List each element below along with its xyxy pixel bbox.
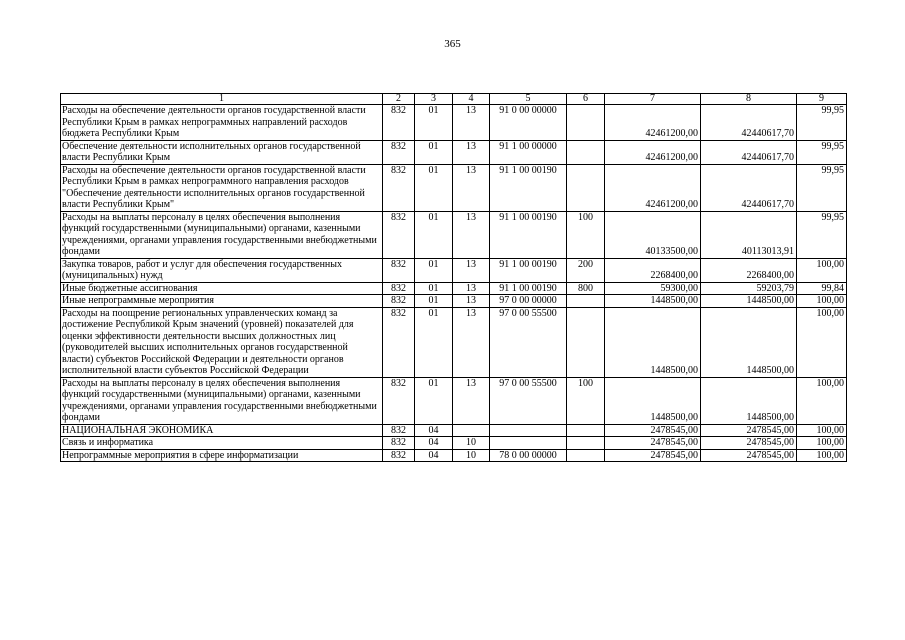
cell-expense-type: 100 xyxy=(567,377,605,424)
cell-planned: 1448500,00 xyxy=(605,377,701,424)
row-name: Обеспечение деятельности исполнительных органов государственной власти Республики Крым xyxy=(61,140,383,164)
cell-subsection xyxy=(453,424,490,437)
cell-target-article: 97 0 00 55500 xyxy=(490,307,567,377)
cell-target-article: 91 1 00 00190 xyxy=(490,211,567,258)
cell-section: 04 xyxy=(415,424,453,437)
table-row xyxy=(61,437,847,450)
cell-subsection: 10 xyxy=(453,449,490,462)
row-name: Иные непрограммные мероприятия xyxy=(61,295,383,308)
cell-target-article: 78 0 00 00000 xyxy=(490,449,567,462)
cell-planned: 59300,00 xyxy=(605,282,701,295)
table-row xyxy=(61,258,847,282)
cell-admin-code: 832 xyxy=(383,140,415,164)
cell-planned: 2478545,00 xyxy=(605,449,701,462)
cell-expense-type: 100 xyxy=(567,211,605,258)
table-row xyxy=(61,282,847,295)
column-header: 1 xyxy=(61,94,383,105)
cell-executed: 40113013,91 xyxy=(701,211,797,258)
table-row xyxy=(61,105,847,141)
row-name: Закупка товаров, работ и услуг для обеспечения государственных (муниципальных) нужд xyxy=(61,258,383,282)
column-header: 2 xyxy=(383,94,415,105)
cell-executed: 1448500,00 xyxy=(701,295,797,308)
row-name: Связь и информатика xyxy=(61,437,383,450)
cell-subsection: 13 xyxy=(453,295,490,308)
cell-section: 01 xyxy=(415,307,453,377)
cell-expense-type xyxy=(567,449,605,462)
cell-planned: 1448500,00 xyxy=(605,307,701,377)
cell-admin-code: 832 xyxy=(383,211,415,258)
column-header: 8 xyxy=(701,94,797,105)
cell-percent: 100,00 xyxy=(797,307,847,377)
cell-admin-code: 832 xyxy=(383,282,415,295)
cell-percent: 99,95 xyxy=(797,140,847,164)
cell-percent: 100,00 xyxy=(797,424,847,437)
cell-percent: 100,00 xyxy=(797,449,847,462)
row-name: Расходы на выплаты персоналу в целях обеспечения выполнения функций государственными (муниципальными) органами, казенными учреждениями, органами управления государственными внебюджетными фондами xyxy=(61,211,383,258)
table-row xyxy=(61,211,847,258)
cell-subsection: 13 xyxy=(453,105,490,141)
cell-expense-type xyxy=(567,437,605,450)
table-row xyxy=(61,140,847,164)
row-name: Расходы на обеспечение деятельности органов государственной власти Республики Крым в рамках непрограммного направления расходов "Обеспечение деятельности исполнительных органов государственной власти Республики Крым" xyxy=(61,164,383,211)
cell-admin-code: 832 xyxy=(383,164,415,211)
cell-executed: 42440617,70 xyxy=(701,164,797,211)
cell-subsection: 13 xyxy=(453,140,490,164)
cell-executed: 59203,79 xyxy=(701,282,797,295)
table-row xyxy=(61,307,847,377)
cell-percent: 100,00 xyxy=(797,295,847,308)
cell-admin-code: 832 xyxy=(383,424,415,437)
row-name: Расходы на поощрение региональных управленческих команд за достижение Республикой Крым значений (уровней) показателей для оценки эффективности деятельности высших должностных лиц (руководителей высших исполнительных органов государственной власти) субъектов Российской Федерации и деятельности органов исполнительной власти субъектов Российской Федерации xyxy=(61,307,383,377)
cell-planned: 2478545,00 xyxy=(605,424,701,437)
table-row xyxy=(61,164,847,211)
cell-target-article: 91 1 00 00190 xyxy=(490,258,567,282)
cell-section: 01 xyxy=(415,164,453,211)
cell-percent: 99,95 xyxy=(797,211,847,258)
cell-subsection: 13 xyxy=(453,164,490,211)
cell-executed: 2478545,00 xyxy=(701,449,797,462)
cell-subsection: 10 xyxy=(453,437,490,450)
cell-section: 01 xyxy=(415,282,453,295)
cell-target-article: 91 1 00 00190 xyxy=(490,164,567,211)
cell-section: 01 xyxy=(415,211,453,258)
cell-section: 01 xyxy=(415,258,453,282)
cell-admin-code: 832 xyxy=(383,449,415,462)
cell-percent: 100,00 xyxy=(797,377,847,424)
cell-planned: 40133500,00 xyxy=(605,211,701,258)
budget-table xyxy=(60,93,847,462)
cell-subsection: 13 xyxy=(453,377,490,424)
cell-expense-type xyxy=(567,424,605,437)
cell-planned: 42461200,00 xyxy=(605,164,701,211)
cell-percent: 100,00 xyxy=(797,437,847,450)
row-name: Непрограммные мероприятия в сфере информатизации xyxy=(61,449,383,462)
cell-percent: 99,84 xyxy=(797,282,847,295)
cell-percent: 100,00 xyxy=(797,258,847,282)
cell-executed: 1448500,00 xyxy=(701,377,797,424)
cell-subsection: 13 xyxy=(453,211,490,258)
cell-subsection: 13 xyxy=(453,307,490,377)
row-name: Иные бюджетные ассигнования xyxy=(61,282,383,295)
table-row xyxy=(61,295,847,308)
cell-executed: 42440617,70 xyxy=(701,140,797,164)
cell-executed: 1448500,00 xyxy=(701,307,797,377)
cell-planned: 1448500,00 xyxy=(605,295,701,308)
cell-expense-type xyxy=(567,307,605,377)
column-header: 4 xyxy=(453,94,490,105)
cell-subsection: 13 xyxy=(453,258,490,282)
cell-target-article xyxy=(490,437,567,450)
cell-expense-type xyxy=(567,164,605,211)
cell-executed: 2268400,00 xyxy=(701,258,797,282)
cell-admin-code: 832 xyxy=(383,307,415,377)
cell-target-article: 97 0 00 00000 xyxy=(490,295,567,308)
table-row xyxy=(61,449,847,462)
column-header: 3 xyxy=(415,94,453,105)
column-header: 9 xyxy=(797,94,847,105)
column-header: 6 xyxy=(567,94,605,105)
cell-planned: 42461200,00 xyxy=(605,140,701,164)
cell-section: 04 xyxy=(415,437,453,450)
cell-section: 01 xyxy=(415,105,453,141)
table-header-row xyxy=(61,94,847,105)
cell-subsection: 13 xyxy=(453,282,490,295)
cell-target-article xyxy=(490,424,567,437)
cell-section: 01 xyxy=(415,140,453,164)
cell-section: 01 xyxy=(415,295,453,308)
cell-expense-type xyxy=(567,140,605,164)
cell-expense-type xyxy=(567,295,605,308)
cell-percent: 99,95 xyxy=(797,164,847,211)
cell-admin-code: 832 xyxy=(383,258,415,282)
cell-target-article: 91 1 00 00190 xyxy=(490,282,567,295)
cell-percent: 99,95 xyxy=(797,105,847,141)
cell-executed: 2478545,00 xyxy=(701,424,797,437)
cell-admin-code: 832 xyxy=(383,295,415,308)
cell-target-article: 91 1 00 00000 xyxy=(490,140,567,164)
cell-admin-code: 832 xyxy=(383,377,415,424)
cell-section: 04 xyxy=(415,449,453,462)
cell-executed: 2478545,00 xyxy=(701,437,797,450)
cell-admin-code: 832 xyxy=(383,437,415,450)
cell-admin-code: 832 xyxy=(383,105,415,141)
cell-expense-type: 200 xyxy=(567,258,605,282)
table-row xyxy=(61,424,847,437)
cell-section: 01 xyxy=(415,377,453,424)
cell-executed: 42440617,70 xyxy=(701,105,797,141)
column-header: 7 xyxy=(605,94,701,105)
row-name: Расходы на выплаты персоналу в целях обеспечения выполнения функций государственными (муниципальными) органами, казенными учреждениями, органами управления государственными внебюджетными фондами xyxy=(61,377,383,424)
cell-target-article: 97 0 00 55500 xyxy=(490,377,567,424)
page-number: 365 xyxy=(444,38,461,50)
row-name: НАЦИОНАЛЬНАЯ ЭКОНОМИКА xyxy=(61,424,383,437)
cell-planned: 2478545,00 xyxy=(605,437,701,450)
cell-planned: 42461200,00 xyxy=(605,105,701,141)
cell-expense-type: 800 xyxy=(567,282,605,295)
cell-expense-type xyxy=(567,105,605,141)
row-name: Расходы на обеспечение деятельности органов государственной власти Республики Крым в рамках непрограммных направлений расходов бюджета Республики Крым xyxy=(61,105,383,141)
column-header: 5 xyxy=(490,94,567,105)
table-row xyxy=(61,377,847,424)
cell-planned: 2268400,00 xyxy=(605,258,701,282)
cell-target-article: 91 0 00 00000 xyxy=(490,105,567,141)
